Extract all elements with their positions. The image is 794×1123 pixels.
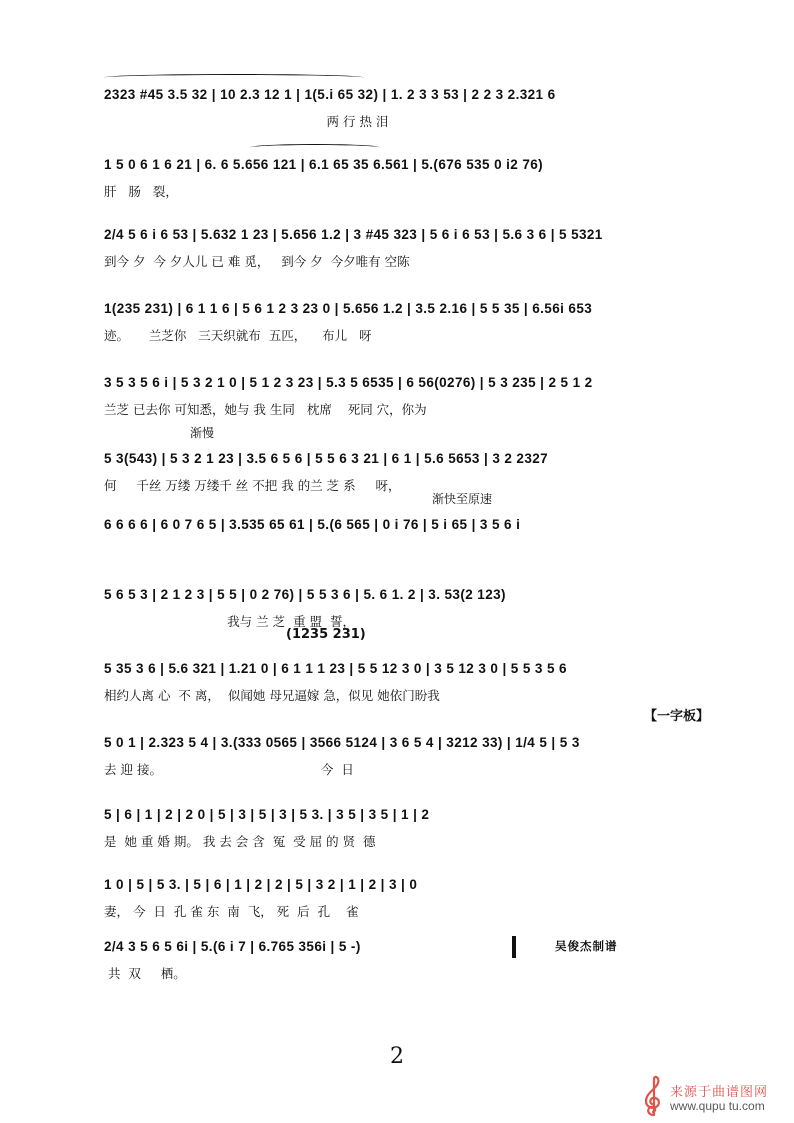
lyric-line: 何 千丝 万缕 万缕千 丝 不把 我 的兰 芝 系 呀，: [104, 478, 401, 493]
notation-line: 5 35 3 6 | 5.6 321 | 1.21 0 | 6 1 1 1 23 | 5 5 12 3 0 | 3 5 12 3 0 | 5 5 3 5 6: [104, 661, 567, 676]
score-system-6: [0, 426, 794, 502]
lyric-line: 两 行 热 泪: [104, 114, 389, 129]
notation-line: 5 3(543) | 5 3 2 1 23 | 3.5 6 5 6 | 5 5 6 3 21 | 6 1 | 5.6 5653 | 3 2 2327: [104, 451, 549, 466]
notation-line: 5 6 5 3 | 2 1 2 3 | 5 5 | 0 2 76) | 5 5 3 6 | 5. 6 1. 2 | 3. 53(2 123): [104, 587, 506, 602]
lyric-line: 是 她 重 婚 期。 我 去 会 含 冤 受 屈 的 贤 德: [104, 834, 376, 849]
notation-line: 6 6 6 6 | 6 0 7 6 5 | 3.535 65 61 | 5.(6 565 | 0 i 76 | 5 i 65 | 3 5 6 i: [104, 517, 521, 532]
transcriber-credit: 吴俊杰制谱: [555, 939, 618, 953]
lyric-line: 去 迎 接。 今 日: [104, 762, 354, 777]
lyric-line: 共 双 栖。: [104, 966, 186, 981]
final-barline: [512, 936, 516, 958]
lyric-line: 我与 兰 芝 重 盟 誓，: [104, 614, 355, 629]
notation-line: 2/4 5 6 i 6 53 | 5.632 1 23 | 5.656 1.2 | 3 #45 323 | 5 6 i 6 53 | 5.6 3 6 | 5 5321: [104, 227, 603, 242]
lyric-line: 妻， 今 日 孔 雀 东 南 飞， 死 后 孔 雀: [104, 904, 359, 919]
score-system-10: [0, 709, 794, 786]
score-system-8: [0, 568, 794, 638]
tempo-marking: 渐快至原速: [432, 492, 493, 506]
treble-clef-icon: [640, 1075, 666, 1119]
watermark-title: 来源于曲谱图网: [670, 1085, 769, 1100]
score-system-1: [0, 68, 794, 138]
score-system-11: [0, 788, 794, 858]
notation-line: 1 0 | 5 | 5 3. | 5 | 6 | 1 | 2 | 2 | 5 | 3 2 | 1 | 2 | 3 | 0: [104, 877, 418, 892]
slur: [104, 74, 364, 81]
tempo-marking: 渐慢: [190, 426, 215, 440]
lyric-line: [104, 542, 744, 562]
lyric-line: 兰芝 已去你 可知悉，她与 我 生同 枕席 死同 穴，你为: [104, 402, 427, 417]
score-system-5: [0, 356, 794, 426]
lyric-line: 迹。 兰芝你 三天织就布 五匹， 布儿 呀: [104, 328, 372, 343]
lyric-line: 肝 肠 裂，: [104, 184, 178, 199]
notation-line: 3 5 3 5 6 i | 5 3 2 1 0 | 5 1 2 3 23 | 5.3 5 6535 | 6 56(0276) | 5 3 235 | 2 5 1 2: [104, 375, 593, 390]
score-system-12: [0, 858, 794, 928]
notation-line: 2/4 3 5 6 5 6i | 5.(6 i 7 | 6.765 356i | 5 -): [104, 939, 361, 954]
score-system-2: [0, 138, 794, 208]
notation-line: 1 5 0 6 1 6 21 | 6. 6 5.656 121 | 6.1 65 35 6.561 | 5.(676 535 0 i2 76): [104, 157, 544, 172]
page-number: 2: [390, 1044, 404, 1069]
notation-line: 1(235 231) | 6 1 1 6 | 5 6 1 2 3 23 0 | 5.656 1.2 | 3.5 2.16 | 5 5 35 | 6.56i 653: [104, 301, 593, 316]
score-system-3: [0, 208, 794, 278]
site-watermark: [640, 1075, 790, 1119]
section-marking: 【一字板】: [644, 709, 710, 724]
notation-line: 2323 #45 3.5 32 | 10 2.3 12 1 | 1(5.i 65 32) | 1. 2 3 3 53 | 2 2 3 2.321 6: [104, 87, 556, 102]
notation-line: 5 0 1 | 2.323 5 4 | 3.(333 0565 | 3566 5124 | 3 6 5 4 | 3212 33) | 1/4 5 | 5 3: [104, 735, 580, 750]
score-system-9: [0, 627, 794, 712]
slur: [250, 144, 380, 151]
bracketed-interlude: (1235 231): [286, 627, 366, 642]
notation-line: 5 | 6 | 1 | 2 | 2 0 | 5 | 3 | 5 | 3 | 5 3. | 3 5 | 3 5 | 1 | 2: [104, 807, 430, 822]
score-system-13: [0, 920, 794, 990]
watermark-url: www.qupu tu.com: [670, 1099, 765, 1113]
score-system-4: [0, 282, 794, 352]
lyric-line: 相约人离 心 不 离， 似闻她 母兄逼嫁 急，似见 她依门盼我: [104, 688, 440, 703]
score-system-7: [0, 492, 794, 568]
lyric-line: 到今 夕 今 夕人儿 已 难 觅， 到今 夕 今夕唯有 空陈: [104, 254, 410, 269]
